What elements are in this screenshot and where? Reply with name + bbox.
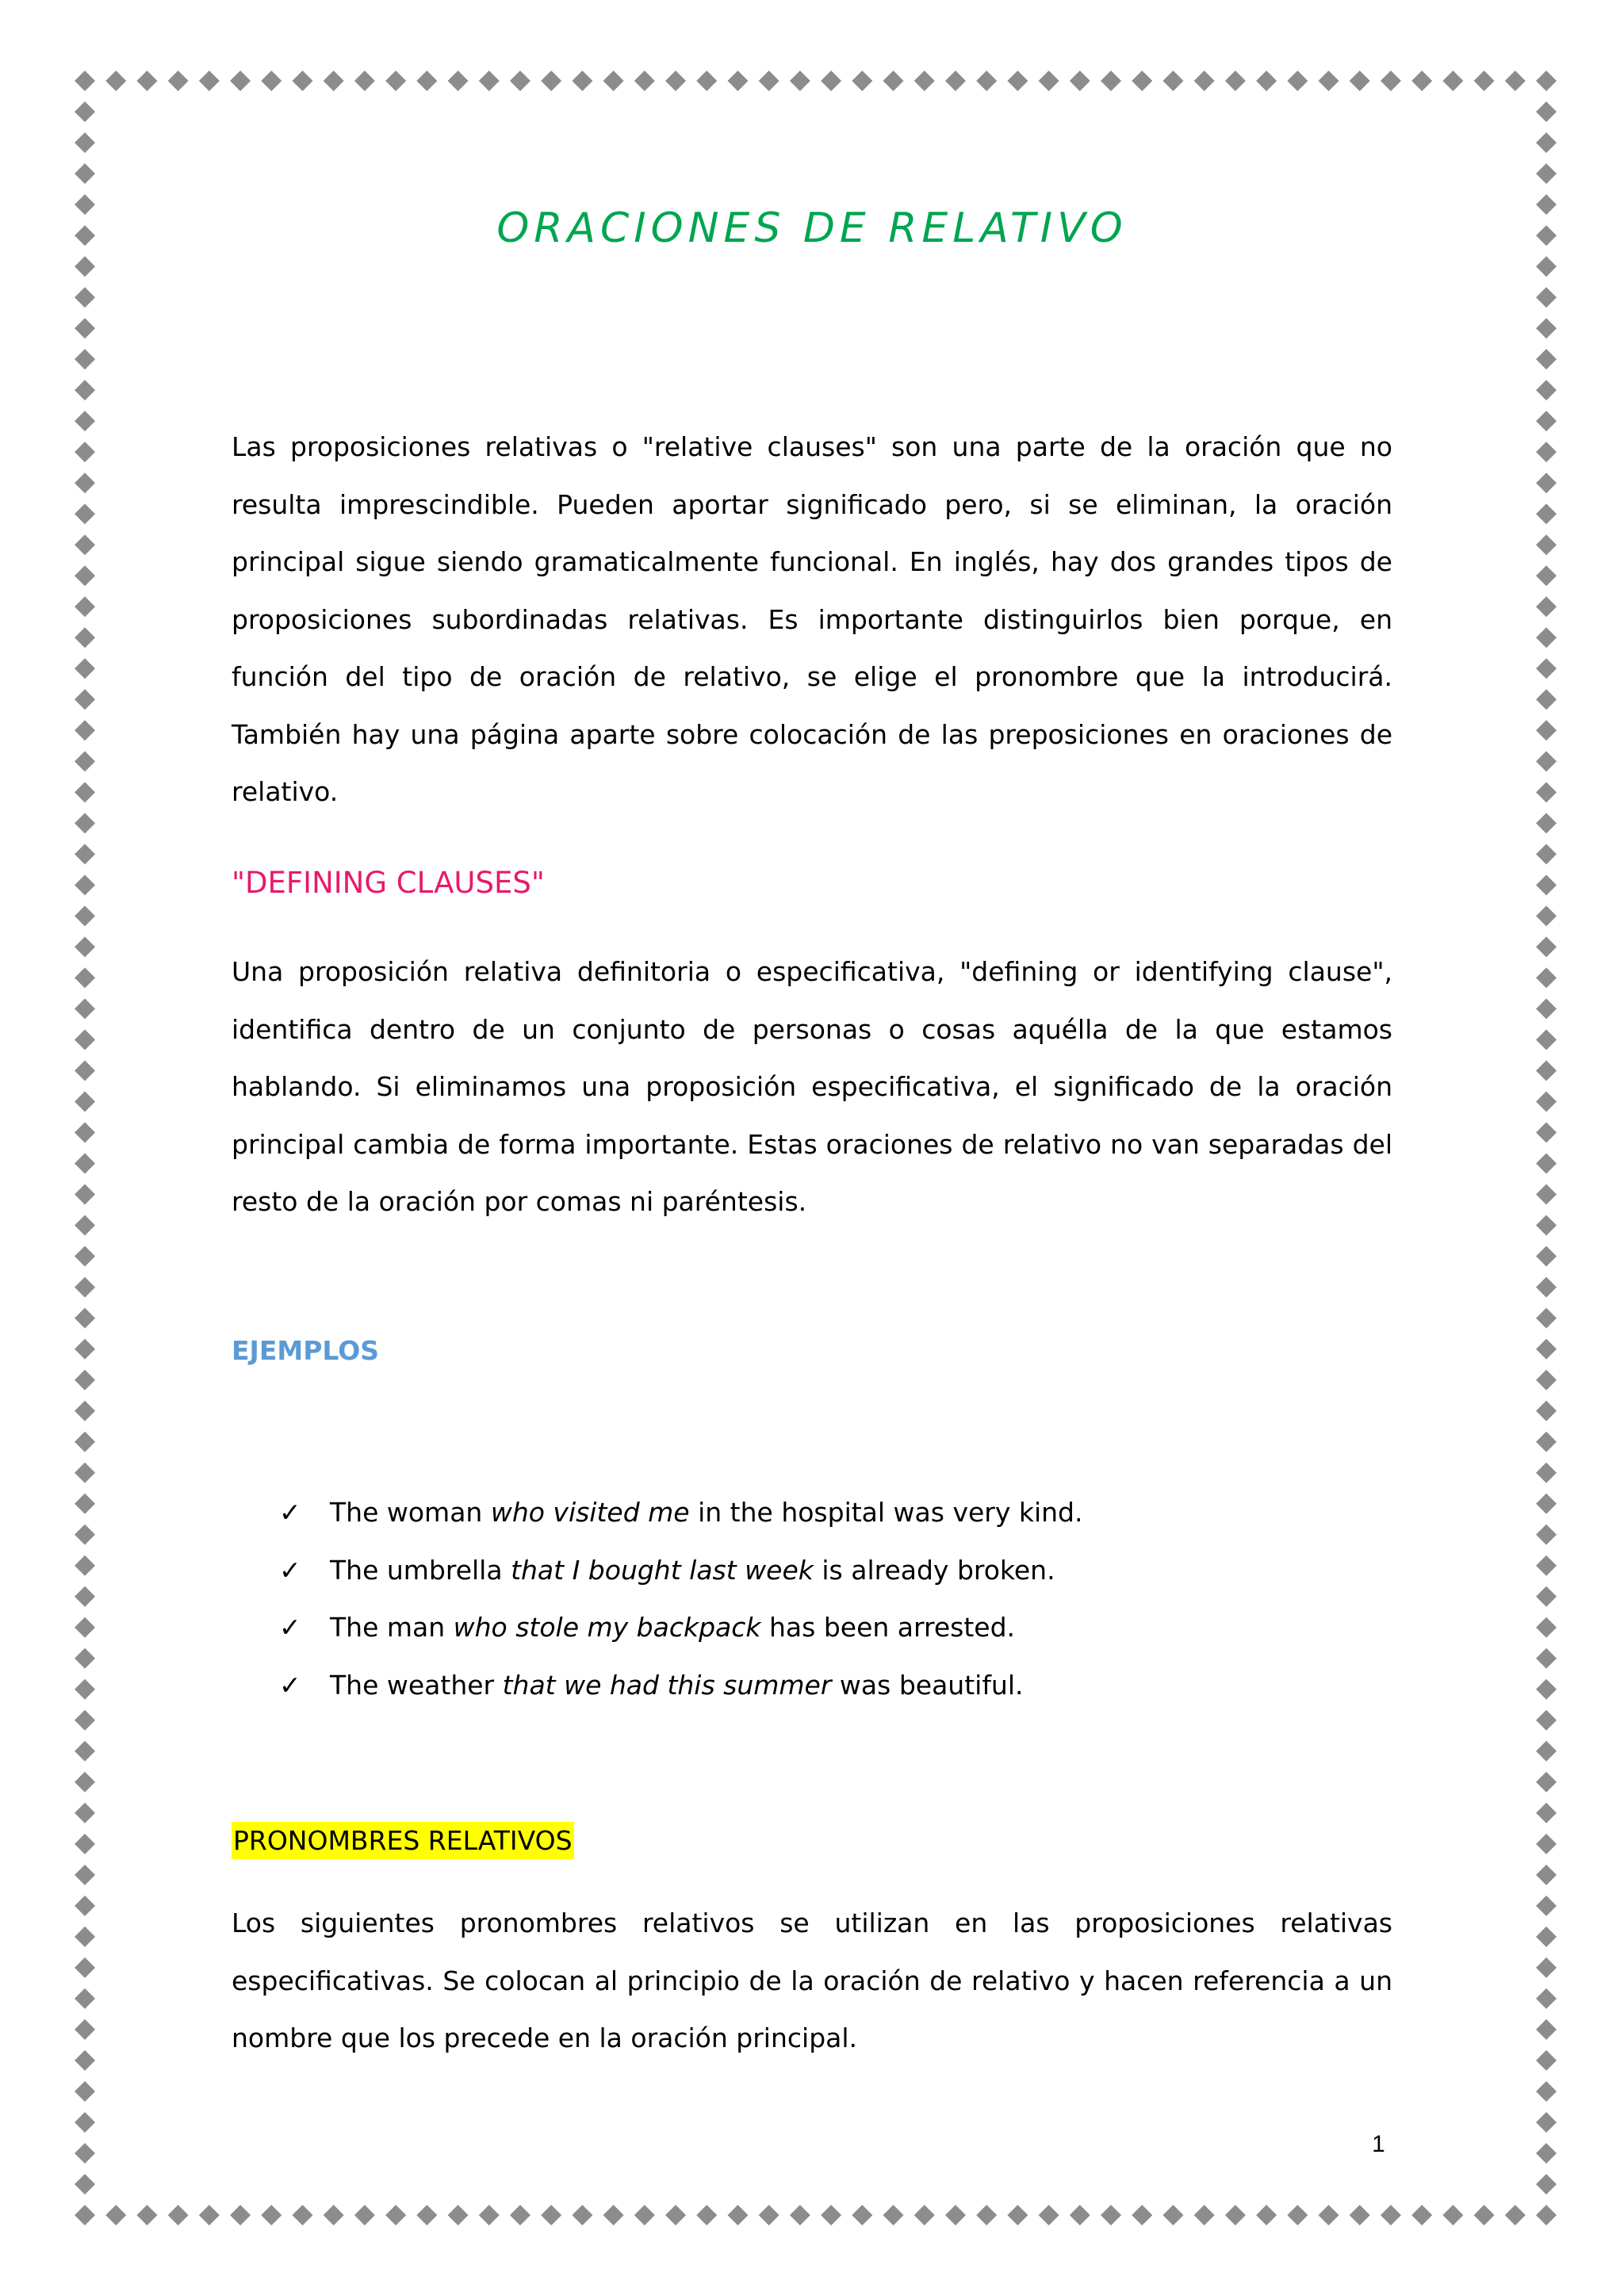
diamond-icon bbox=[75, 1215, 95, 1236]
diamond-icon bbox=[75, 1277, 95, 1298]
diamond-icon bbox=[105, 71, 126, 91]
diamond-icon bbox=[75, 1957, 95, 1978]
diamond-icon bbox=[168, 71, 189, 91]
diamond-icon bbox=[1536, 2143, 1557, 2164]
diamond-icon bbox=[75, 349, 95, 369]
diamond-icon bbox=[75, 596, 95, 617]
diamond-icon bbox=[1536, 442, 1557, 462]
example-text-before: The weather bbox=[330, 1669, 503, 1701]
diamond-icon bbox=[75, 874, 95, 895]
diamond-icon bbox=[1536, 720, 1557, 740]
diamond-icon bbox=[75, 1803, 95, 1823]
diamond-icon bbox=[75, 101, 95, 122]
diamond-icon bbox=[1162, 71, 1183, 91]
diamond-icon bbox=[1536, 782, 1557, 802]
diamond-icon bbox=[75, 194, 95, 215]
diamond-icon bbox=[261, 2205, 282, 2225]
defining-paragraph: Una proposición relativa definitoria o especificativa, "defining or identifying clause", identifica dentro de un conjunto de personas o cosas aquélla de la que estamos hablando. Si eliminamos una proposición especificativa, el significado de la oración principal cambia de forma importante. Estas oraciones de relativo no van separadas del resto de la oración por comas ni paréntesis. bbox=[232, 956, 1392, 1217]
diamond-icon bbox=[75, 225, 95, 246]
diamond-icon bbox=[479, 71, 500, 91]
diamond-icon bbox=[1319, 71, 1339, 91]
diamond-icon bbox=[696, 71, 717, 91]
diamond-icon bbox=[75, 534, 95, 555]
diamond-icon bbox=[852, 2205, 872, 2225]
diamond-icon bbox=[292, 2205, 312, 2225]
diamond-icon bbox=[385, 71, 406, 91]
diamond-icon bbox=[1319, 2205, 1339, 2225]
diamond-icon bbox=[1536, 1741, 1557, 1762]
diamond-icon bbox=[727, 71, 748, 91]
diamond-icon bbox=[75, 2019, 95, 2040]
diamond-icon bbox=[1536, 1215, 1557, 1236]
example-relative-clause: that we had this summer bbox=[502, 1669, 832, 1701]
diamond-icon bbox=[572, 71, 592, 91]
diamond-icon bbox=[1536, 565, 1557, 586]
diamond-icon bbox=[1536, 287, 1557, 308]
diamond-icon bbox=[1536, 194, 1557, 215]
diamond-icon bbox=[75, 1494, 95, 1514]
diamond-icon bbox=[75, 473, 95, 493]
diamond-icon bbox=[541, 2205, 561, 2225]
example-item bbox=[279, 1599, 1310, 1657]
diamond-icon bbox=[1536, 2081, 1557, 2102]
examples-heading-block bbox=[232, 1335, 1392, 1366]
diamond-icon bbox=[1070, 71, 1090, 91]
diamond-icon bbox=[75, 1339, 95, 1360]
diamond-icon bbox=[75, 565, 95, 586]
diamond-icon bbox=[75, 411, 95, 431]
diamond-icon bbox=[416, 2205, 437, 2225]
diamond-icon bbox=[1536, 998, 1557, 1019]
diamond-icon bbox=[292, 71, 312, 91]
examples-heading: EJEMPLOS bbox=[232, 1335, 380, 1366]
diamond-icon bbox=[1536, 1154, 1557, 1174]
diamond-icon bbox=[1536, 1432, 1557, 1452]
diamond-icon bbox=[75, 380, 95, 400]
diamond-icon bbox=[1536, 1865, 1557, 1885]
diamond-icon bbox=[75, 936, 95, 957]
diamond-icon bbox=[1536, 1463, 1557, 1483]
diamond-icon bbox=[1132, 71, 1152, 91]
diamond-icon bbox=[1536, 411, 1557, 431]
diamond-icon bbox=[75, 132, 95, 153]
diamond-icon bbox=[1536, 1184, 1557, 1205]
diamond-icon bbox=[1536, 1091, 1557, 1112]
diamond-icon bbox=[75, 1988, 95, 2009]
example-relative-clause: that I bought last week bbox=[511, 1554, 814, 1586]
diamond-icon bbox=[75, 2112, 95, 2133]
diamond-icon bbox=[883, 71, 904, 91]
diamond-icon bbox=[75, 1896, 95, 1916]
diamond-icon bbox=[1536, 1339, 1557, 1360]
pronouns-heading-block bbox=[232, 1825, 1392, 1856]
diamond-icon bbox=[1474, 71, 1495, 91]
example-text-after: in the hospital was very kind. bbox=[689, 1497, 1083, 1528]
diamond-icon bbox=[1536, 163, 1557, 184]
diamond-icon bbox=[416, 71, 437, 91]
diamond-icon bbox=[945, 71, 966, 91]
diamond-icon bbox=[1287, 2205, 1308, 2225]
defining-section bbox=[232, 943, 1392, 1231]
diamond-icon bbox=[1536, 1648, 1557, 1669]
diamond-icon bbox=[75, 813, 95, 833]
diamond-icon bbox=[75, 71, 95, 91]
diamond-icon bbox=[1536, 751, 1557, 771]
diamond-icon bbox=[510, 2205, 530, 2225]
diamond-icon bbox=[1101, 71, 1121, 91]
diamond-icon bbox=[1350, 71, 1370, 91]
diamond-icon bbox=[1536, 101, 1557, 122]
diamond-icon bbox=[1536, 967, 1557, 988]
diamond-icon bbox=[75, 1122, 95, 1142]
diamond-icon bbox=[75, 1772, 95, 1793]
diamond-icon bbox=[75, 1865, 95, 1885]
diamond-icon bbox=[385, 2205, 406, 2225]
diamond-icon bbox=[75, 1679, 95, 1700]
diamond-icon bbox=[1536, 1370, 1557, 1391]
diamond-icon bbox=[479, 2205, 500, 2225]
example-item bbox=[279, 1657, 1310, 1715]
diamond-icon bbox=[1411, 2205, 1432, 2225]
diamond-icon bbox=[1474, 2205, 1495, 2225]
diamond-icon bbox=[1536, 2050, 1557, 2071]
checkmark-icon: ✓ bbox=[279, 1669, 301, 1701]
diamond-icon bbox=[1536, 1556, 1557, 1576]
diamond-icon bbox=[1536, 1927, 1557, 1947]
intro-paragraph: Las proposiciones relativas o "relative clauses" son una parte de la oración que no resulta imprescindible. Pueden aportar significado pero, si se eliminan, la oración principal sigue siendo gramaticalmente funcional. En inglés, hay dos grandes tipos de proposiciones subordinadas relativas. Es importante distinguirlos bien porque, en función del tipo de oración de relativo, se elige el pronombre que la introducirá. También hay una página aparte sobre colocación de las preposiciones en oraciones de relativo. bbox=[232, 431, 1392, 807]
diamond-icon bbox=[75, 658, 95, 679]
page-number: 1 bbox=[1372, 2131, 1385, 2157]
diamond-icon bbox=[75, 1154, 95, 1174]
diamond-icon bbox=[1536, 1957, 1557, 1978]
diamond-icon bbox=[790, 2205, 810, 2225]
diamond-icon bbox=[1536, 1586, 1557, 1607]
example-text-before: The man bbox=[330, 1612, 454, 1643]
diamond-icon bbox=[1536, 1834, 1557, 1854]
diamond-icon bbox=[603, 2205, 624, 2225]
diamond-icon bbox=[1536, 1988, 1557, 2009]
diamond-icon bbox=[448, 2205, 469, 2225]
diamond-icon bbox=[75, 1370, 95, 1391]
diamond-icon bbox=[914, 2205, 935, 2225]
diamond-icon bbox=[1536, 71, 1557, 91]
diamond-icon bbox=[75, 1648, 95, 1669]
example-relative-clause: who stole my backpack bbox=[453, 1612, 761, 1643]
diamond-icon bbox=[1039, 2205, 1059, 2225]
diamond-icon bbox=[75, 967, 95, 988]
diamond-icon bbox=[75, 1556, 95, 1576]
example-text-after: is already broken. bbox=[813, 1554, 1055, 1586]
diamond-icon bbox=[572, 2205, 592, 2225]
diamond-icon bbox=[1007, 2205, 1028, 2225]
pronouns-paragraph: Los siguientes pronombres relativos se utilizan en las proposiciones relativas especificativas. Se colocan al principio de la oración de relativo y hacen referencia a un nombre que los precede en la oración principal. bbox=[232, 1908, 1392, 2053]
diamond-icon bbox=[1536, 2205, 1557, 2225]
diamond-icon bbox=[759, 2205, 779, 2225]
diamond-icon bbox=[1381, 71, 1401, 91]
diamond-icon bbox=[75, 627, 95, 648]
diamond-icon bbox=[75, 2081, 95, 2102]
diamond-icon bbox=[1536, 1772, 1557, 1793]
diamond-icon bbox=[1442, 71, 1463, 91]
diamond-icon bbox=[634, 71, 655, 91]
diamond-icon bbox=[1101, 2205, 1121, 2225]
diamond-icon bbox=[75, 2174, 95, 2195]
diamond-icon bbox=[1536, 844, 1557, 864]
diamond-icon bbox=[1505, 71, 1526, 91]
pronouns-section bbox=[232, 1895, 1392, 2068]
diamond-icon bbox=[1536, 1401, 1557, 1422]
checkmark-icon: ✓ bbox=[279, 1612, 301, 1643]
diamond-icon bbox=[75, 1091, 95, 1112]
diamond-icon bbox=[75, 256, 95, 277]
intro-section bbox=[232, 419, 1392, 821]
diamond-icon bbox=[75, 782, 95, 802]
diamond-icon bbox=[1536, 1122, 1557, 1142]
diamond-icon bbox=[75, 1246, 95, 1267]
diamond-icon bbox=[230, 71, 251, 91]
diamond-icon bbox=[136, 2205, 157, 2225]
diamond-icon bbox=[1039, 71, 1059, 91]
example-item bbox=[279, 1542, 1310, 1600]
checkmark-icon: ✓ bbox=[279, 1554, 301, 1586]
diamond-icon bbox=[261, 71, 282, 91]
diamond-icon bbox=[75, 1432, 95, 1452]
diamond-icon bbox=[75, 2050, 95, 2071]
examples-list bbox=[279, 1484, 1310, 1714]
diamond-icon bbox=[1536, 1308, 1557, 1329]
diamond-icon bbox=[603, 71, 624, 91]
diamond-icon bbox=[1536, 1710, 1557, 1731]
diamond-icon bbox=[1225, 2205, 1246, 2225]
diamond-icon bbox=[75, 1060, 95, 1081]
diamond-icon bbox=[1070, 2205, 1090, 2225]
diamond-icon bbox=[75, 1710, 95, 1731]
diamond-icon bbox=[1536, 349, 1557, 369]
defining-clauses-heading: "DEFINING CLAUSES" bbox=[232, 866, 545, 900]
diamond-icon bbox=[75, 844, 95, 864]
diamond-icon bbox=[1536, 2019, 1557, 2040]
diamond-icon bbox=[75, 1525, 95, 1545]
diamond-icon bbox=[1536, 905, 1557, 926]
diamond-icon bbox=[1536, 1617, 1557, 1638]
diamond-icon bbox=[1442, 2205, 1463, 2225]
defining-heading-block bbox=[232, 866, 1392, 900]
diamond-icon bbox=[510, 71, 530, 91]
diamond-icon bbox=[1162, 2205, 1183, 2225]
diamond-icon bbox=[75, 287, 95, 308]
diamond-icon bbox=[790, 71, 810, 91]
diamond-icon bbox=[914, 71, 935, 91]
diamond-icon bbox=[136, 71, 157, 91]
diamond-icon bbox=[75, 720, 95, 740]
diamond-icon bbox=[1536, 627, 1557, 648]
diamond-icon bbox=[1225, 71, 1246, 91]
diamond-icon bbox=[1381, 2205, 1401, 2225]
diamond-icon bbox=[821, 71, 841, 91]
diamond-icon bbox=[75, 2143, 95, 2164]
diamond-icon bbox=[1505, 2205, 1526, 2225]
example-text-after: has been arrested. bbox=[760, 1612, 1016, 1643]
diamond-icon bbox=[75, 1834, 95, 1854]
diamond-icon bbox=[883, 2205, 904, 2225]
diamond-icon bbox=[1256, 2205, 1277, 2225]
diamond-icon bbox=[75, 1184, 95, 1205]
diamond-icon bbox=[1536, 2174, 1557, 2195]
diamond-icon bbox=[1194, 71, 1215, 91]
diamond-icon bbox=[1536, 813, 1557, 833]
diamond-icon bbox=[1256, 71, 1277, 91]
diamond-icon bbox=[821, 2205, 841, 2225]
diamond-icon bbox=[1536, 596, 1557, 617]
diamond-icon bbox=[1536, 1060, 1557, 1081]
pronouns-heading-highlight: PRONOMBRES RELATIVOS bbox=[232, 1822, 574, 1859]
diamond-icon bbox=[1132, 2205, 1152, 2225]
diamond-icon bbox=[324, 2205, 344, 2225]
diamond-icon bbox=[696, 2205, 717, 2225]
diamond-icon bbox=[1007, 71, 1028, 91]
diamond-icon bbox=[727, 2205, 748, 2225]
diamond-icon bbox=[1536, 2112, 1557, 2133]
diamond-icon bbox=[75, 1586, 95, 1607]
diamond-icon bbox=[1536, 936, 1557, 957]
diamond-icon bbox=[75, 1741, 95, 1762]
diamond-icon bbox=[1536, 132, 1557, 153]
diamond-icon bbox=[852, 71, 872, 91]
diamond-icon bbox=[354, 71, 375, 91]
example-text-before: The umbrella bbox=[330, 1554, 511, 1586]
diamond-icon bbox=[1411, 71, 1432, 91]
diamond-icon bbox=[541, 71, 561, 91]
diamond-icon bbox=[945, 2205, 966, 2225]
diamond-icon bbox=[1536, 1679, 1557, 1700]
diamond-icon bbox=[1536, 1896, 1557, 1916]
diamond-icon bbox=[75, 905, 95, 926]
diamond-icon bbox=[1536, 1525, 1557, 1545]
diamond-icon bbox=[665, 71, 686, 91]
example-text-after: was beautiful. bbox=[831, 1669, 1024, 1701]
example-relative-clause: who visited me bbox=[490, 1497, 690, 1528]
diamond-icon bbox=[1287, 71, 1308, 91]
diamond-icon bbox=[75, 1927, 95, 1947]
example-text-before: The woman bbox=[330, 1497, 491, 1528]
diamond-icon bbox=[75, 751, 95, 771]
diamond-icon bbox=[75, 1308, 95, 1329]
diamond-icon bbox=[354, 2205, 375, 2225]
diamond-icon bbox=[976, 71, 997, 91]
diamond-icon bbox=[1536, 1803, 1557, 1823]
diamond-icon bbox=[324, 71, 344, 91]
diamond-icon bbox=[1536, 256, 1557, 277]
diamond-icon bbox=[1536, 689, 1557, 710]
diamond-icon bbox=[199, 71, 220, 91]
diamond-icon bbox=[1536, 225, 1557, 246]
diamond-icon bbox=[448, 71, 469, 91]
diamond-icon bbox=[759, 71, 779, 91]
diamond-icon bbox=[168, 2205, 189, 2225]
diamond-icon bbox=[1536, 1246, 1557, 1267]
example-item bbox=[279, 1484, 1310, 1542]
diamond-icon bbox=[1536, 380, 1557, 400]
diamond-icon bbox=[1536, 658, 1557, 679]
checkmark-icon: ✓ bbox=[279, 1497, 301, 1528]
diamond-icon bbox=[199, 2205, 220, 2225]
diamond-icon bbox=[75, 318, 95, 339]
diamond-icon bbox=[1536, 1277, 1557, 1298]
diamond-icon bbox=[75, 1401, 95, 1422]
pronouns-heading bbox=[232, 1825, 1392, 1856]
diamond-icon bbox=[1536, 1494, 1557, 1514]
diamond-icon bbox=[75, 689, 95, 710]
diamond-icon bbox=[1350, 2205, 1370, 2225]
diamond-icon bbox=[1536, 1029, 1557, 1050]
diamond-icon bbox=[665, 2205, 686, 2225]
diamond-icon bbox=[75, 998, 95, 1019]
diamond-icon bbox=[1536, 503, 1557, 524]
diamond-icon bbox=[75, 163, 95, 184]
diamond-icon bbox=[75, 1029, 95, 1050]
diamond-icon bbox=[1536, 473, 1557, 493]
diamond-icon bbox=[75, 1617, 95, 1638]
diamond-icon bbox=[634, 2205, 655, 2225]
diamond-icon bbox=[230, 2205, 251, 2225]
diamond-icon bbox=[1536, 874, 1557, 895]
diamond-icon bbox=[976, 2205, 997, 2225]
diamond-icon bbox=[1536, 318, 1557, 339]
diamond-icon bbox=[75, 2205, 95, 2225]
document-title: ORACIONES DE RELATIVO bbox=[496, 205, 1128, 252]
diamond-icon bbox=[1536, 534, 1557, 555]
diamond-icon bbox=[75, 503, 95, 524]
diamond-icon bbox=[75, 1463, 95, 1483]
diamond-icon bbox=[75, 442, 95, 462]
diamond-icon bbox=[105, 2205, 126, 2225]
diamond-icon bbox=[1194, 2205, 1215, 2225]
